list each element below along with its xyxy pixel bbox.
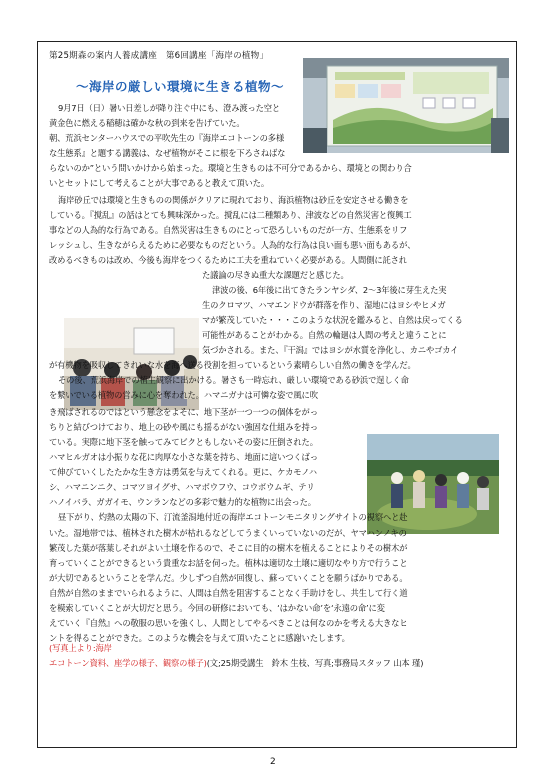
body-line: 気づかされる。また、『干潟』ではヨシが水質を浄化し、カニやゴカイ: [202, 345, 459, 355]
body-line: 繁茂した葉が落葉しそれがよい土壌を作るので、そこに目的の樹木を植えることによりその樹木が: [49, 543, 408, 553]
body-line: 昼下がり、灼熱の太陽の下、汀流釜潟地付近の海岸エコトーンモニタリングサイトの視察へと赴: [58, 512, 408, 522]
body-line: ハノイバラ、ガガイモ、ウンランなどの多彩で魅力的な植物に出会った。: [49, 497, 316, 507]
body-line: ている。実際に地下茎を触ってみてビクともしないその姿に圧倒された。: [49, 437, 318, 447]
body-line: を繋いでいる植物の営みに心を奪われた。ハマニガナは可憐な姿で風に吹: [49, 390, 318, 400]
body-line: レッシュし、生きながらえるために必要なものだという。人為的な行為は良い面も悪い面もあるが、: [49, 240, 416, 250]
body-line: らないのか”という問いかけから始まった。環境と生きものは不可分であるから、環境との関わり合: [49, 163, 412, 173]
article-title: ～海岸の厳しい環境に生きる植物～: [76, 79, 285, 94]
credit-line: [49, 656, 423, 671]
body-line: て伸びていくしたたかな生き方は勇気を与えてくれる。更に、ケカモノハ: [49, 467, 317, 477]
body-line: き飛ばされるのではという懸念をよそに、地下茎が一つ一つの個体をがっ: [49, 407, 318, 417]
body-line: 9月7日（日）暑い日差しが降り注ぐ中にも、澄み渡った空と: [58, 103, 281, 113]
body-line-last: [49, 641, 112, 656]
photo-caption-1: (写真上より:海岸: [49, 643, 112, 653]
body-line: が有機物を吸収してきれいな水を海へ送る役割を担っているという素晴らしい自然の働きを学んだ。: [49, 360, 416, 370]
body-line: 自然が自然のままでいられるように、人間は自然を阻害することなく手助けをし、共生して行く道: [49, 588, 408, 598]
body-line: その後、荒浜海岸での植生観察に出かける。暑さも一時忘れ、厳しい環境である砂浜で逞しく命: [58, 375, 409, 385]
body-line: いとセットにして考えることが大事であると教えて頂いた。: [49, 178, 269, 188]
body-line: えていく『自然』への敬服の思いを強くし、人間としてやるべきことは何なのかを考える大きなヒ: [49, 618, 408, 628]
body-line: シ、ハマニンニク、コマツヨイグサ、ハマボウフウ、コウボウムギ、テリ: [49, 482, 315, 492]
body-line: 海岸砂丘では環境と生きものの関係がクリアに現れており、海浜植物は砂丘を安定させる働きを: [58, 195, 409, 205]
page-number: 2: [270, 757, 276, 767]
body-line: 生のクロマツ、ハマエンドウが群落を作り、湿地にはヨシやヒメガ: [202, 300, 446, 310]
body-line: 津波の後、6年後に出てきたランヤシダ、2～3年後に芽生えた実: [212, 285, 447, 295]
body-line: 改めるべきものは改め、今後も海岸をつくるために工夫を重ねていく必要がある。人間側に託され: [49, 255, 407, 265]
author-credit: (文;25期受講生 鈴木 生枝、写真;事務局スタッフ 山本 瑾): [206, 658, 424, 668]
body-line: 育っていくことができるという貴重なお話を伺った。植林は適切な土壌に適切なやり方で行うこと: [49, 558, 408, 568]
body-line: た議論の尽きぬ重大な課題だと感じた。: [202, 270, 349, 280]
body-line: 黄金色に燃える稲穂は確かな秋の到来を告げていた。: [49, 118, 245, 128]
body-line: を模索していくことが大切だと思う。今回の研修においても、‘はかない命’を‘永遠の命’に変: [49, 603, 385, 613]
body-line: ちりと結びつけており、地上の砂や風にも揺るがない強固な仕組みを持っ: [49, 422, 318, 432]
body-line: 朝、荒浜センターハウスでの平吹先生の『海岸エコトーンの多様: [49, 133, 285, 143]
body-line: ントを得ることができた。このような機会を与えて頂いたことに感謝いたします。: [49, 633, 350, 643]
body-line: 事などの人為的な行為である。自然災害は生きものにとって恐ろしいものだが一方、生態系をリフ: [49, 225, 408, 235]
body-line: が大切であるということを学んだ。少しずつ自然が回復し、蘇っていくことを願うばかりである。: [49, 573, 408, 583]
body-line: な生態系』と題する講義は、なぜ植物がそこに根を下ろさねばな: [49, 148, 286, 158]
body-line: している。『撹乱』の話はとても興味深かった。撹乱には二種類あり、津波などの自然災害と復興工: [49, 210, 412, 220]
ecotone-poster-photo: [303, 58, 509, 153]
body-line: 可能性があることがわかる。自然の輪廻は人間の考えと違うことに: [202, 330, 447, 340]
body-line: マが繁茂していた・・・このような状況を鑑みると、自然は戻ってくる: [202, 315, 463, 325]
course-header: 第25期森の案内人養成講座 第6回講座「海岸の植物」: [49, 51, 269, 61]
photo-caption-2: エコトーン資料、座学の様子、観察の様子): [49, 658, 207, 668]
body-line: ハマヒルガオは小振りな花に肉厚な小さな葉を持ち、地面に這いつくばっ: [49, 452, 318, 462]
body-line: いた。湿地帯では、植林された樹木が枯れるなどしてうまくいっていないのだが、ヤマハンノキの: [49, 528, 407, 538]
